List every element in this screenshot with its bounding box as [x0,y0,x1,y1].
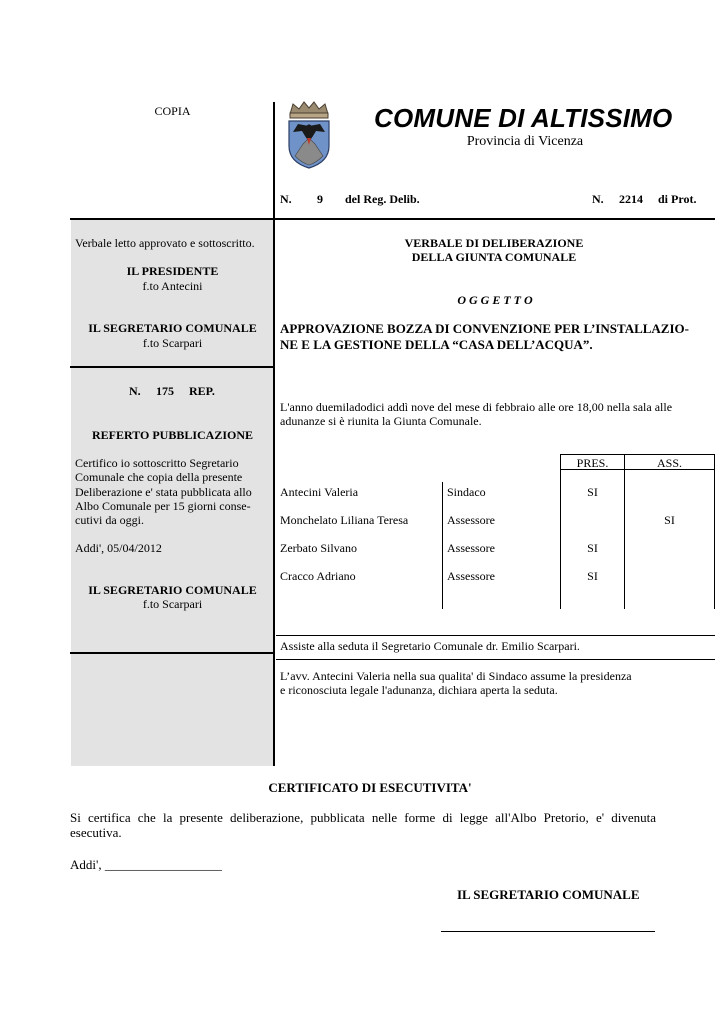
province-label: Provincia di Vicenza [466,134,584,149]
member-name: Cracco Adriano [280,569,356,583]
left-panel-blank [71,654,274,766]
member-pres: SI [587,541,598,555]
cert-line-5: cutivi da oggi. [75,513,144,527]
cert-line-3: Deliberazione e' stata pubblicata allo [75,485,252,499]
coat-of-arms-icon [284,100,334,170]
secretary-title: IL SEGRETARIO COMUNALE [88,321,257,335]
approved-text: Verbale letto approvato e sottoscritto. [75,236,255,250]
table-col-ass [624,454,625,609]
table-bottom-rule [276,635,715,636]
table-top-rule [560,454,715,455]
subject-line-1: APPROVAZIONE BOZZA DI CONVENZIONE PER L’INSTALLAZIO- [280,321,689,336]
secretary2-title: IL SEGRETARIO COMUNALE [88,583,257,597]
col-ass-header: ASS. [656,456,682,470]
signature-line [441,931,655,932]
assiste-text: Assiste alla seduta il Segretario Comunale dr. Emilio Scarpari. [280,639,580,653]
cert-text-line-1: Si certifica che la presente deliberazione, pubblicata nelle forme di legge all'Albo Pretorio, e' divenuta [70,810,656,825]
oggetto-label: O G G E T T O [457,293,533,307]
cert-title: CERTIFICATO DI ESECUTIVITA' [268,780,472,795]
cert-line-4: Albo Comunale per 15 giorni conse- [75,499,251,513]
verbale-line-2: DELLA GIUNTA COMUNALE [411,250,577,264]
header-rule [70,218,715,220]
referto-title: REFERTO PUBBLICAZIONE [91,428,254,442]
rep-number: 175 [156,384,174,398]
secretary2-name: f.to Scarpari [142,597,203,611]
left-rule-2 [70,652,275,654]
table-col-right [714,454,715,609]
col-pres-header: PRES. [576,456,609,470]
president-name: f.to Antecini [142,279,203,293]
prot-label: di Prot. [658,192,697,206]
left-rule-1 [70,366,275,368]
member-role: Assessore [447,569,495,583]
reg-number: 9 [317,192,323,206]
publication-date: Addi', 05/04/2012 [75,541,162,555]
avv-line-2: e riconosciuta legale l'adunanza, dichiara aperta la seduta. [280,683,558,697]
member-ass: SI [664,513,675,527]
member-role: Sindaco [447,485,486,499]
rep-label: REP. [189,384,215,398]
page-title: COMUNE DI ALTISSIMO [374,103,673,133]
footer-secretary-title: IL SEGRETARIO COMUNALE [457,887,640,902]
president-title: IL PRESIDENTE [126,264,219,278]
member-role: Assessore [447,541,495,555]
table-col-role [442,482,443,609]
assiste-rule [276,659,715,660]
rep-n-label: N. [129,384,141,398]
prot-n-label: N. [592,192,604,206]
cert-line-2: Comunale che copia della presente [75,470,243,484]
intro-line-1: L'anno duemiladodici addì nove del mese di febbraio alle ore 18,00 nella sala alle [280,400,673,414]
cert-text-line-2: esecutiva. [70,825,122,840]
verbale-line-1: VERBALE DI DELIBERAZIONE [404,236,584,250]
prot-number: 2214 [619,192,643,206]
member-role: Assessore [447,513,495,527]
member-pres: SI [587,485,598,499]
cert-line-1: Certifico io sottoscritto Segretario [75,456,239,470]
intro-line-2: adunanze si è riunita la Giunta Comunale. [280,414,482,428]
member-name: Antecini Valeria [280,485,359,499]
reg-label: del Reg. Delib. [345,192,420,206]
member-name: Monchelato Liliana Teresa [280,513,409,527]
subject-line-2: NE E LA GESTIONE DELLA “CASA DELL’ACQUA”. [280,337,593,352]
reg-n-label: N. [280,192,292,206]
avv-line-1: L’avv. Antecini Valeria nella sua qualita' di Sindaco assume la presidenza [280,669,632,683]
copia-label: COPIA [154,104,191,118]
secretary-name: f.to Scarpari [142,336,203,350]
member-name: Zerbato Silvano [280,541,357,555]
table-col-pres [560,454,561,609]
member-pres: SI [587,569,598,583]
footer-date: Addi', __________________ [70,857,222,872]
